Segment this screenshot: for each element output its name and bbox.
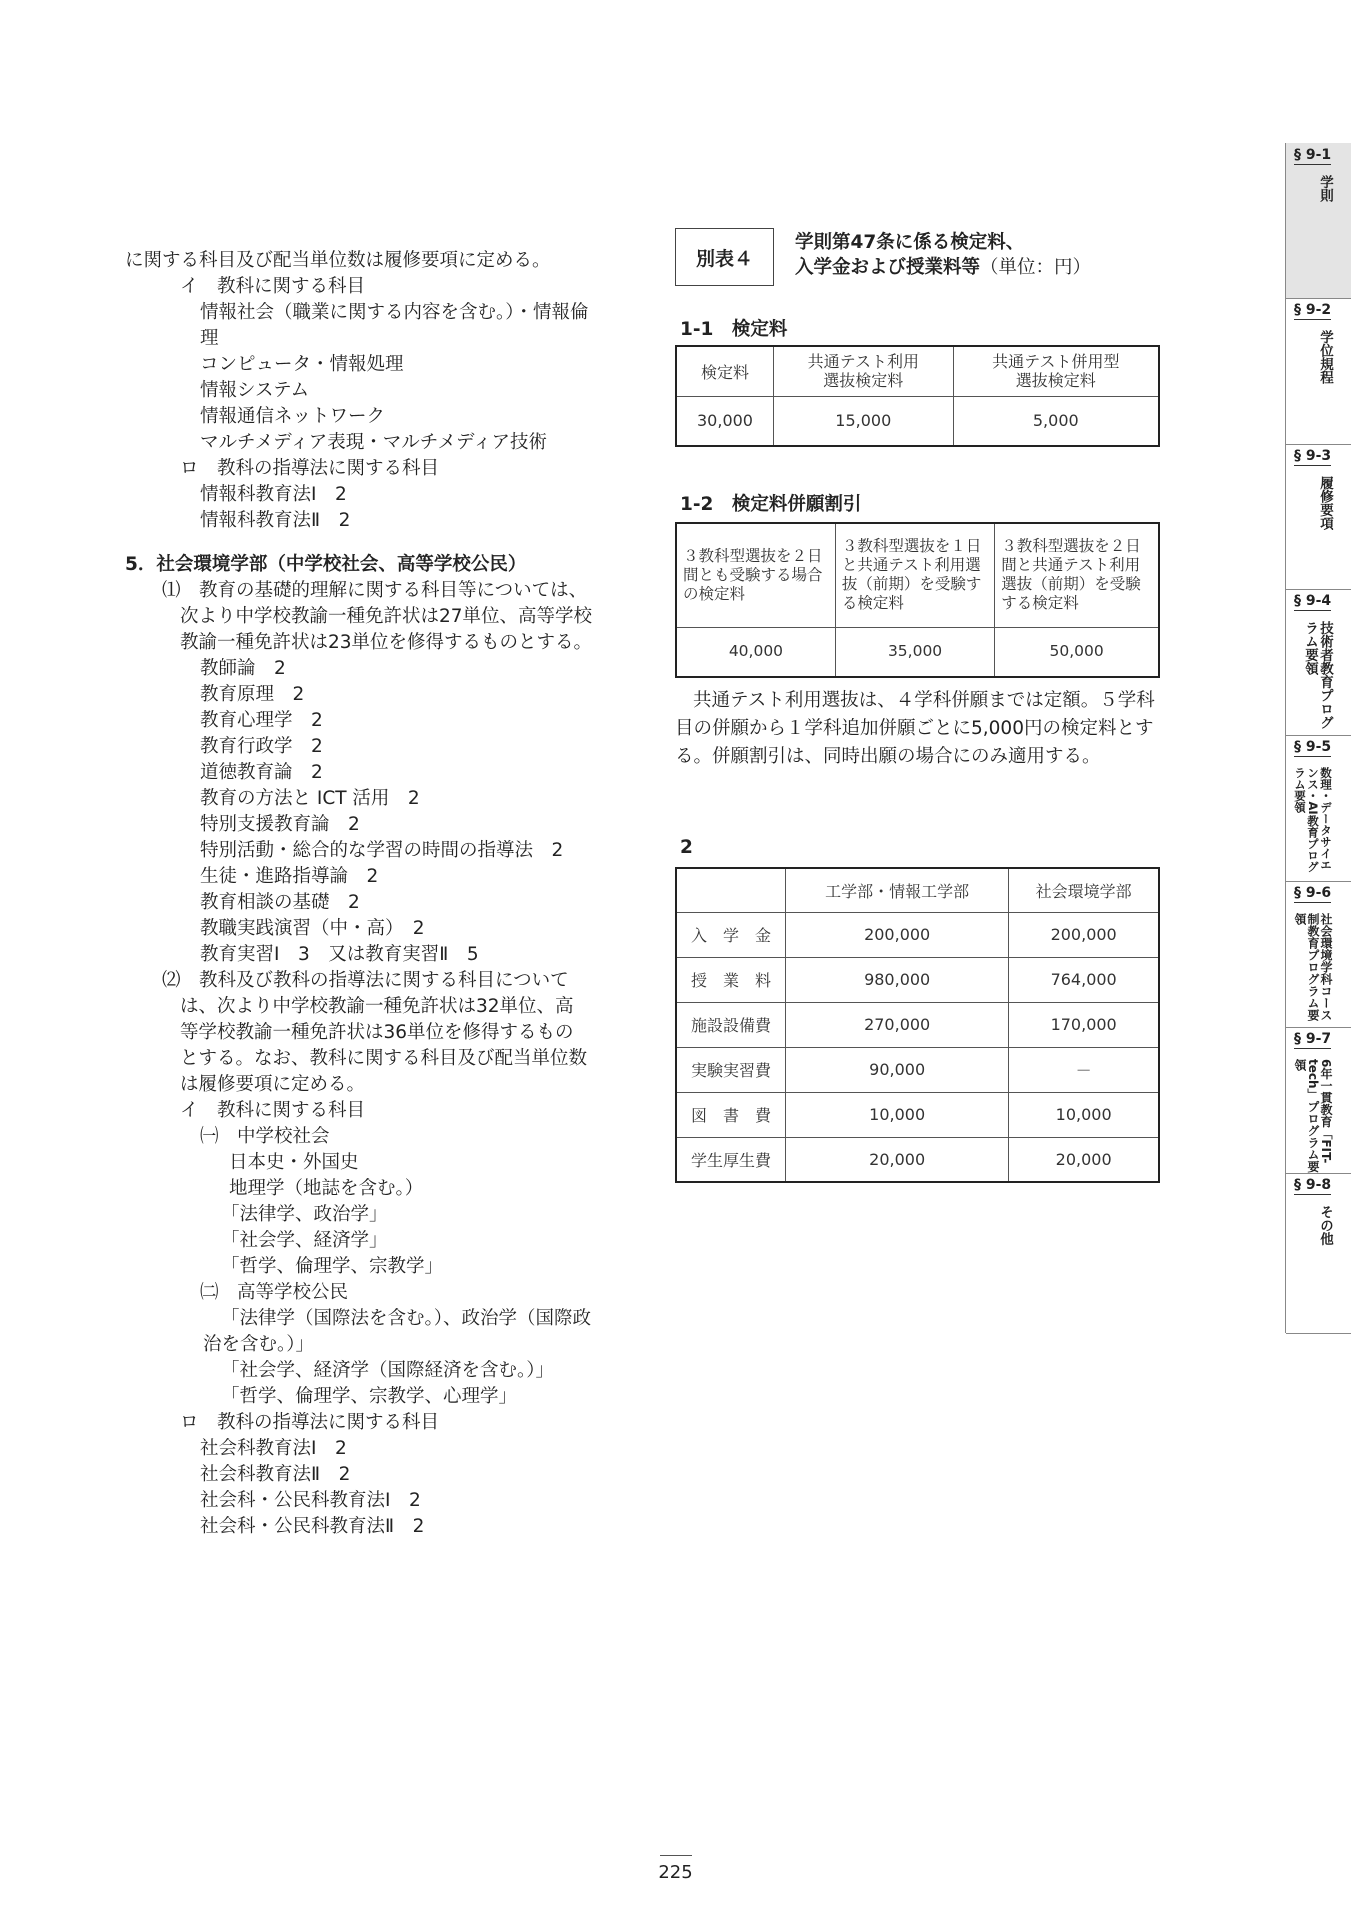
table-row bbox=[676, 957, 1159, 1002]
list-item: 治を含む。）」 bbox=[203, 1334, 315, 1355]
paragraph-1-line: ⑴ 教育の基礎的理解に関する科目等については、 bbox=[162, 580, 588, 601]
tab-number: § 9-4 bbox=[1294, 593, 1332, 609]
tab-number: § 9-5 bbox=[1294, 739, 1332, 755]
table-header-cell: 共通テスト利用 選抜検定料 bbox=[774, 346, 954, 396]
tab-9-5[interactable] bbox=[1286, 735, 1351, 882]
list-item: マルチメディア表現・マルチメディア技術 bbox=[200, 432, 548, 453]
list-item: 教育相談の基礎 2 bbox=[200, 892, 360, 913]
section-2-title: 2 bbox=[680, 837, 693, 858]
list-item: 特別支援教育論 2 bbox=[200, 814, 360, 835]
left-column bbox=[125, 248, 615, 1540]
paragraph-1-line: 次より中学校教諭一種免許状は27単位、高等学校 bbox=[180, 606, 593, 627]
section-1-2-title: 1‐2 検定料併願割引 bbox=[680, 494, 862, 515]
tab-number: § 9-7 bbox=[1294, 1031, 1332, 1047]
table-cell: 35,000 bbox=[835, 627, 994, 677]
list-item: 社会科教育法Ⅱ 2 bbox=[200, 1464, 351, 1485]
list-item: 情報科教育法Ⅰ 2 bbox=[200, 484, 347, 505]
appendix-title bbox=[795, 230, 1091, 280]
unit-label: （単位：円） bbox=[980, 257, 1092, 278]
row-label: 授 業 料 bbox=[676, 957, 786, 1002]
table-cell: － bbox=[1009, 1047, 1159, 1092]
paragraph-2-line: は、次より中学校教諭一種免許状は32単位、高 bbox=[180, 996, 574, 1017]
tuition-table bbox=[675, 867, 1160, 1183]
list-item: 教育実習Ⅰ 3 又は教育実習Ⅱ 5 bbox=[200, 944, 479, 965]
table-cell: 764,000 bbox=[1009, 957, 1159, 1002]
subheading-b: ㈡ 高等学校公民 bbox=[200, 1282, 349, 1303]
tab-number: § 9-6 bbox=[1294, 885, 1332, 901]
list-item: 情報システム bbox=[200, 380, 310, 401]
appendix-title-line-1: 学則第47条に係る検定料、 bbox=[795, 232, 1025, 253]
tab-9-3[interactable] bbox=[1286, 444, 1351, 590]
table-cell: 40,000 bbox=[676, 627, 835, 677]
list-item: 教育心理学 2 bbox=[200, 710, 323, 731]
row-label: 実験実習費 bbox=[676, 1047, 786, 1092]
table-header-cell: 検定料 bbox=[676, 346, 774, 396]
list-item: 「法律学、政治学」 bbox=[221, 1204, 388, 1225]
subheading-ro: ロ 教科の指導法に関する科目 bbox=[180, 458, 440, 479]
appendix-label: 別表４ bbox=[675, 228, 774, 286]
table-cell: 10,000 bbox=[1009, 1092, 1159, 1137]
tab-9-1[interactable] bbox=[1286, 143, 1351, 299]
table-header-cell: ３教科型選抜を１日と共通テスト利用選抜（前期）を受験する検定料 bbox=[835, 523, 994, 627]
list-item: 理 bbox=[200, 328, 219, 349]
table-cell: 170,000 bbox=[1009, 1002, 1159, 1047]
table-row bbox=[676, 1137, 1159, 1182]
tab-number: § 9-1 bbox=[1294, 147, 1332, 163]
list-item: 「社会学、経済学」 bbox=[221, 1230, 388, 1251]
paragraph-1-line: 教諭一種免許状は23単位を修得するものとする。 bbox=[180, 632, 593, 653]
list-item: 教育原理 2 bbox=[200, 684, 305, 705]
list-item: 社会科教育法Ⅰ 2 bbox=[200, 1438, 347, 1459]
list-item: 社会科・公民科教育法Ⅱ 2 bbox=[200, 1516, 425, 1537]
table-header-cell: ３教科型選抜を２日間と共通テスト利用選抜（前期）を受験する検定料 bbox=[995, 523, 1159, 627]
table-cell: 200,000 bbox=[1009, 912, 1159, 957]
tab-label: 学位規程 bbox=[1317, 330, 1333, 384]
table-row bbox=[676, 1002, 1159, 1047]
list-item: 地理学（地誌を含む。） bbox=[229, 1178, 424, 1199]
table-header-row bbox=[676, 523, 1159, 627]
table-cell: 30,000 bbox=[676, 396, 774, 446]
tab-label: 履修要項 bbox=[1317, 476, 1333, 530]
tab-9-4[interactable] bbox=[1286, 589, 1351, 736]
table-row bbox=[676, 912, 1159, 957]
list-item: 「哲学、倫理学、宗教学、心理学」 bbox=[221, 1386, 518, 1407]
list-item: 教育の方法と ICT 活用 2 bbox=[200, 788, 420, 809]
table-cell: 200,000 bbox=[786, 912, 1009, 957]
tab-label: 学則 bbox=[1317, 175, 1333, 202]
table-header-cell-empty bbox=[676, 868, 786, 912]
paragraph-2-line: とする。なお、教科に関する科目及び配当単位数 bbox=[180, 1048, 588, 1069]
row-label: 図 書 費 bbox=[676, 1092, 786, 1137]
section-tabs bbox=[1285, 143, 1351, 1333]
table-row bbox=[676, 627, 1159, 677]
list-item: 「哲学、倫理学、宗教学」 bbox=[221, 1256, 444, 1277]
row-label: 入 学 金 bbox=[676, 912, 786, 957]
table-row bbox=[676, 396, 1159, 446]
table-header-row bbox=[676, 868, 1159, 912]
page-number-rule bbox=[660, 1855, 692, 1856]
discount-note: 共通テスト利用選抜は、４学科併願までは定額。５学科目の併願から１学科追加併願ごとに5,000円の検定料とする。併願割引は、同時出願の場合にのみ適用する。 bbox=[675, 690, 1155, 767]
list-item: 社会科・公民科教育法Ⅰ 2 bbox=[200, 1490, 421, 1511]
table-cell: 270,000 bbox=[786, 1002, 1009, 1047]
subheading-a: ㈠ 中学校社会 bbox=[200, 1126, 330, 1147]
paragraph-2-line: は履修要項に定める。 bbox=[180, 1074, 366, 1095]
subheading-ro: ロ 教科の指導法に関する科目 bbox=[180, 1412, 440, 1433]
tab-number: § 9-8 bbox=[1294, 1177, 1332, 1193]
list-item: 特別活動・総合的な学習の時間の指導法 2 bbox=[200, 840, 564, 861]
table-cell: 20,000 bbox=[786, 1137, 1009, 1182]
list-item: 情報通信ネットワーク bbox=[200, 406, 386, 427]
table-row bbox=[676, 1092, 1159, 1137]
discount-fee-table bbox=[675, 522, 1160, 678]
table-cell: 5,000 bbox=[953, 396, 1159, 446]
list-item: 「法律学（国際法を含む。）、政治学（国際政 bbox=[221, 1308, 592, 1329]
tab-label: 6年一貫教育「FIT-tech」プログラム要領 bbox=[1293, 1059, 1333, 1173]
appendix-title-text: 入学金および授業料等 bbox=[795, 257, 981, 278]
tab-9-6[interactable] bbox=[1286, 881, 1351, 1028]
table-cell: 50,000 bbox=[995, 627, 1159, 677]
tab-9-2[interactable] bbox=[1286, 298, 1351, 445]
row-label: 学生厚生費 bbox=[676, 1137, 786, 1182]
tab-number: § 9-3 bbox=[1294, 448, 1332, 464]
tab-label: 社会環境学科コース制教育プログラム要領 bbox=[1293, 913, 1333, 1021]
tab-9-7[interactable] bbox=[1286, 1027, 1351, 1174]
list-item: 生徒・進路指導論 2 bbox=[200, 866, 379, 887]
section-5-title: 5．社会環境学部（中学校社会、高等学校公民） bbox=[125, 554, 527, 575]
list-item: 道徳教育論 2 bbox=[200, 762, 323, 783]
table-row bbox=[676, 1047, 1159, 1092]
exam-fee-table bbox=[675, 345, 1160, 447]
text-line: に関する科目及び配当単位数は履修要項に定める。 bbox=[125, 250, 551, 271]
table-cell: 10,000 bbox=[786, 1092, 1009, 1137]
subheading-i: イ 教科に関する科目 bbox=[180, 1100, 366, 1121]
list-item: コンピュータ・情報処理 bbox=[200, 354, 404, 375]
subheading-i: イ 教科に関する科目 bbox=[180, 276, 366, 297]
table-cell: 15,000 bbox=[774, 396, 954, 446]
list-item: 教師論 2 bbox=[200, 658, 286, 679]
paragraph-2-line: ⑵ 教科及び教科の指導法に関する科目について bbox=[162, 970, 569, 991]
tab-9-8[interactable] bbox=[1286, 1173, 1351, 1334]
table-header-row bbox=[676, 346, 1159, 396]
appendix-title-line-2 bbox=[795, 255, 1091, 280]
page-number: 225 bbox=[658, 1862, 693, 1883]
table-header-cell: 共通テスト併用型 選抜検定料 bbox=[953, 346, 1159, 396]
paragraph-2-line: 等学校教諭一種免許状は36単位を修得するもの bbox=[180, 1022, 574, 1043]
list-item: 教育行政学 2 bbox=[200, 736, 323, 757]
list-item: 「社会学、経済学（国際経済を含む。）」 bbox=[221, 1360, 555, 1381]
table-header-cell: 社会環境学部 bbox=[1009, 868, 1159, 912]
table-header-cell: ３教科型選抜を２日間とも受験する場合の検定料 bbox=[676, 523, 835, 627]
list-item: 日本史・外国史 bbox=[229, 1152, 359, 1173]
table-cell: 20,000 bbox=[1009, 1137, 1159, 1182]
row-label: 施設設備費 bbox=[676, 1002, 786, 1047]
table-header-cell: 工学部・情報工学部 bbox=[786, 868, 1009, 912]
tab-number: § 9-2 bbox=[1294, 302, 1332, 318]
tab-label: 数理・データサイエンス・AI教育プログラム要領 bbox=[1293, 767, 1333, 873]
tab-label: 技術者教育プログラム要領 bbox=[1302, 621, 1333, 729]
table-cell: 90,000 bbox=[786, 1047, 1009, 1092]
section-1-1-title: 1‐1 検定料 bbox=[680, 319, 788, 340]
list-item: 情報社会（職業に関する内容を含む。）・情報倫 bbox=[200, 302, 589, 323]
list-item: 情報科教育法Ⅱ 2 bbox=[200, 510, 351, 531]
table-cell: 980,000 bbox=[786, 957, 1009, 1002]
list-item: 教職実践演習（中・高） 2 bbox=[200, 918, 425, 939]
tab-label: その他 bbox=[1317, 1205, 1333, 1246]
